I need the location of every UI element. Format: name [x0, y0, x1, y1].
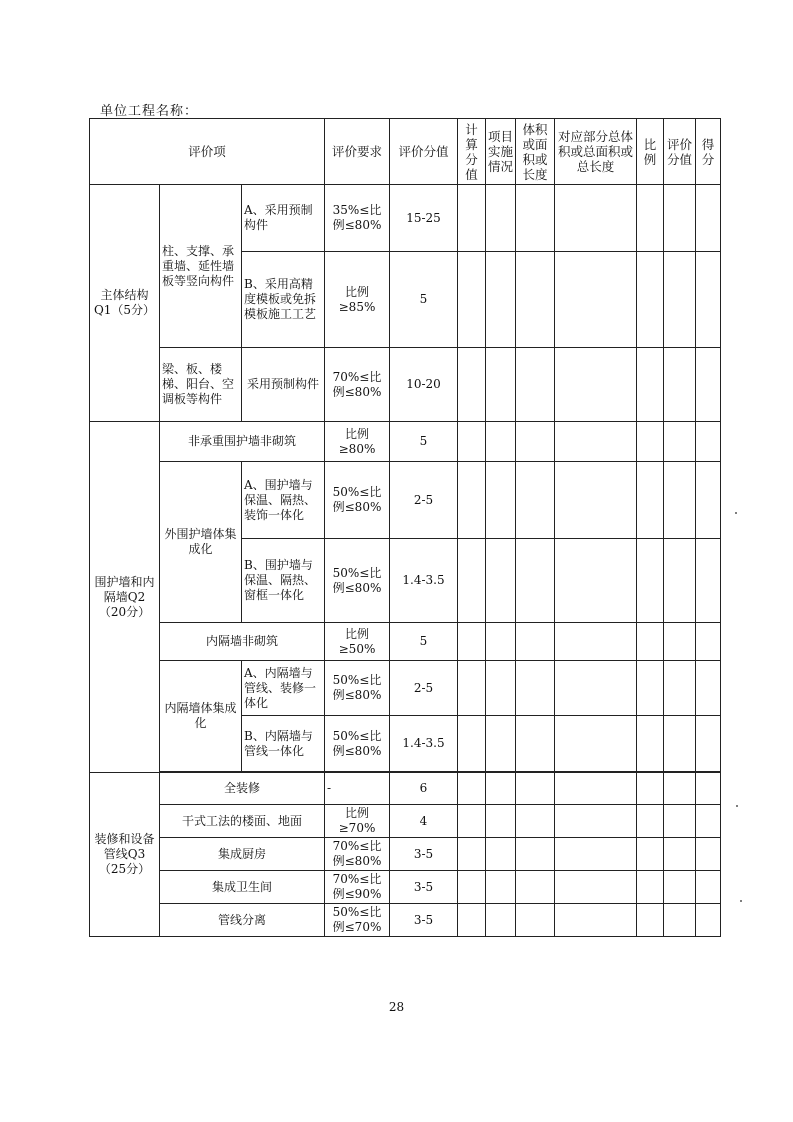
- result-cell[interactable]: [696, 716, 721, 772]
- implementation-cell[interactable]: [486, 661, 516, 716]
- ratio-cell[interactable]: [637, 661, 664, 716]
- total-cell[interactable]: [555, 348, 637, 422]
- q3-item: 全装修: [160, 773, 325, 805]
- volume-cell[interactable]: [516, 838, 555, 871]
- q3-score: 6: [390, 773, 458, 805]
- volume-cell[interactable]: [516, 348, 555, 422]
- calc-cell[interactable]: [458, 348, 486, 422]
- implementation-cell[interactable]: [486, 252, 516, 348]
- evaluation-table: [89, 118, 721, 937]
- q3-requirement: 70%≤比例≤80%: [325, 838, 390, 871]
- calc-cell[interactable]: [458, 773, 486, 805]
- section-q1-label: 主体结构Q1（5分）: [90, 185, 160, 422]
- ratio-cell[interactable]: [637, 773, 664, 805]
- ratio-cell[interactable]: [637, 623, 664, 661]
- project-name-label: 单位工程名称：: [100, 104, 199, 119]
- q2-requirement: 比例≥50%: [325, 623, 390, 661]
- ratio-cell[interactable]: [637, 422, 664, 462]
- q3-item: 干式工法的楼面、地面: [160, 805, 325, 838]
- eval-score-cell[interactable]: [664, 661, 696, 716]
- q3-score: 4: [390, 805, 458, 838]
- implementation-cell[interactable]: [486, 623, 516, 661]
- calc-cell[interactable]: [458, 904, 486, 937]
- q3-score: 3-5: [390, 838, 458, 871]
- q2-option: A、内隔墙与管线、装修一体化: [242, 661, 325, 716]
- q2-interior-wall-label: 内隔墙非砌筑: [160, 623, 325, 661]
- calc-cell[interactable]: [458, 252, 486, 348]
- q2-score: 1.4-3.5: [390, 716, 458, 772]
- q1-score: 10-20: [390, 348, 458, 422]
- calc-cell[interactable]: [458, 539, 486, 623]
- table-row: [90, 904, 721, 937]
- calc-cell[interactable]: [458, 422, 486, 462]
- implementation-cell[interactable]: [486, 462, 516, 539]
- volume-cell[interactable]: [516, 871, 555, 904]
- table-row: [90, 805, 721, 838]
- result-cell[interactable]: [696, 904, 721, 937]
- q1-requirement: 35%≤比例≤80%: [325, 185, 390, 252]
- page-number: 28: [388, 1000, 405, 1014]
- implementation-cell[interactable]: [486, 838, 516, 871]
- q2-score: 5: [390, 422, 458, 462]
- q3-requirement: 50%≤比例≤70%: [325, 904, 390, 937]
- table-row: [90, 661, 721, 716]
- total-cell[interactable]: [555, 716, 637, 772]
- q1-requirement: 70%≤比例≤80%: [325, 348, 390, 422]
- q2-requirement: 50%≤比例≤80%: [325, 716, 390, 772]
- total-cell[interactable]: [555, 904, 637, 937]
- q2-requirement: 50%≤比例≤80%: [325, 462, 390, 539]
- implementation-cell[interactable]: [486, 348, 516, 422]
- eval-score-cell[interactable]: [664, 838, 696, 871]
- q3-item: 集成卫生间: [160, 871, 325, 904]
- result-cell[interactable]: [696, 838, 721, 871]
- volume-cell[interactable]: [516, 252, 555, 348]
- eval-score-cell[interactable]: [664, 773, 696, 805]
- table-row: [90, 623, 721, 661]
- implementation-cell[interactable]: [486, 904, 516, 937]
- volume-cell[interactable]: [516, 661, 555, 716]
- q1-score: 15-25: [390, 185, 458, 252]
- ratio-cell[interactable]: [637, 716, 664, 772]
- table-row: [90, 462, 721, 539]
- table-row: [90, 422, 721, 462]
- ratio-cell[interactable]: [637, 462, 664, 539]
- implementation-cell[interactable]: [486, 805, 516, 838]
- q2-requirement: 50%≤比例≤80%: [325, 539, 390, 623]
- eval-score-cell[interactable]: [664, 904, 696, 937]
- total-cell[interactable]: [555, 871, 637, 904]
- result-cell[interactable]: [696, 661, 721, 716]
- volume-cell[interactable]: [516, 805, 555, 838]
- q1-score: 5: [390, 252, 458, 348]
- q1-horizontal-label: 梁、板、楼梯、阳台、空调板等构件: [160, 348, 242, 422]
- scan-speck: [740, 900, 742, 902]
- q2-score: 1.4-3.5: [390, 539, 458, 623]
- calc-cell[interactable]: [458, 661, 486, 716]
- header-calc-value: 计算分值: [458, 119, 486, 185]
- volume-cell[interactable]: [516, 422, 555, 462]
- implementation-cell[interactable]: [486, 539, 516, 623]
- ratio-cell[interactable]: [637, 805, 664, 838]
- total-cell[interactable]: [555, 773, 637, 805]
- q2-nonload-label: 非承重围护墙非砌筑: [160, 422, 325, 462]
- header-result: 得分: [696, 119, 721, 185]
- q1-vertical-label: 柱、支撑、承重墙、延性墙板等竖向构件: [160, 185, 242, 348]
- implementation-cell[interactable]: [486, 871, 516, 904]
- calc-cell[interactable]: [458, 185, 486, 252]
- total-cell[interactable]: [555, 805, 637, 838]
- eval-score-cell[interactable]: [664, 462, 696, 539]
- q2-interior-label: 内隔墙体集成化: [160, 661, 242, 772]
- eval-score-cell[interactable]: [664, 805, 696, 838]
- total-cell[interactable]: [555, 661, 637, 716]
- q3-item: 集成厨房: [160, 838, 325, 871]
- ratio-cell[interactable]: [637, 904, 664, 937]
- ratio-cell[interactable]: [637, 539, 664, 623]
- header-score-value: 评价分值: [390, 119, 458, 185]
- calc-cell[interactable]: [458, 805, 486, 838]
- eval-score-cell[interactable]: [664, 252, 696, 348]
- header-implementation: 项目实施情况: [486, 119, 516, 185]
- total-cell[interactable]: [555, 838, 637, 871]
- q3-requirement: -: [325, 773, 390, 805]
- result-cell[interactable]: [696, 871, 721, 904]
- implementation-cell[interactable]: [486, 422, 516, 462]
- q2-score: 5: [390, 623, 458, 661]
- result-cell[interactable]: [696, 422, 721, 462]
- q2-option: B、内隔墙与管线一体化: [242, 716, 325, 772]
- eval-score-cell[interactable]: [664, 422, 696, 462]
- scan-speck: [736, 805, 738, 807]
- q3-score: 3-5: [390, 871, 458, 904]
- ratio-cell[interactable]: [637, 838, 664, 871]
- result-cell[interactable]: [696, 252, 721, 348]
- header-row: [90, 119, 721, 185]
- result-cell[interactable]: [696, 805, 721, 838]
- calc-cell[interactable]: [458, 462, 486, 539]
- section-q2-label: 围护墙和内隔墙Q2（20分）: [90, 422, 160, 773]
- table-row: [90, 773, 721, 805]
- header-total: 对应部分总体积或总面积或总长度: [555, 119, 637, 185]
- result-cell[interactable]: [696, 462, 721, 539]
- eval-score-cell[interactable]: [664, 185, 696, 252]
- q2-option: B、围护墙与保温、隔热、窗框一体化: [242, 539, 325, 623]
- table-row: [90, 348, 721, 422]
- q1-option: B、采用高精度模板或免拆模板施工工艺: [242, 252, 325, 348]
- eval-score-cell[interactable]: [664, 623, 696, 661]
- result-cell[interactable]: [696, 348, 721, 422]
- total-cell[interactable]: [555, 539, 637, 623]
- header-requirement: 评价要求: [325, 119, 390, 185]
- eval-score-cell[interactable]: [664, 871, 696, 904]
- result-cell[interactable]: [696, 773, 721, 805]
- result-cell[interactable]: [696, 185, 721, 252]
- q1-option: A、采用预制构件: [242, 185, 325, 252]
- ratio-cell[interactable]: [637, 871, 664, 904]
- eval-score-cell[interactable]: [664, 539, 696, 623]
- section-q3-label: 装修和设备管线Q3（25分）: [90, 773, 160, 937]
- total-cell[interactable]: [555, 252, 637, 348]
- result-cell[interactable]: [696, 539, 721, 623]
- implementation-cell[interactable]: [486, 773, 516, 805]
- ratio-cell[interactable]: [637, 348, 664, 422]
- q2-requirement: 比例≥80%: [325, 422, 390, 462]
- implementation-cell[interactable]: [486, 185, 516, 252]
- scan-speck: [735, 512, 737, 514]
- q2-requirement: 50%≤比例≤80%: [325, 661, 390, 716]
- volume-cell[interactable]: [516, 904, 555, 937]
- q2-option: A、围护墙与保温、隔热、装饰一体化: [242, 462, 325, 539]
- q3-item: 管线分离: [160, 904, 325, 937]
- calc-cell[interactable]: [458, 623, 486, 661]
- q3-requirement: 70%≤比例≤90%: [325, 871, 390, 904]
- calc-cell[interactable]: [458, 838, 486, 871]
- q2-score: 2-5: [390, 462, 458, 539]
- eval-score-cell[interactable]: [664, 716, 696, 772]
- total-cell[interactable]: [555, 422, 637, 462]
- header-eval-score: 评价分值: [664, 119, 696, 185]
- calc-cell[interactable]: [458, 716, 486, 772]
- q3-score: 3-5: [390, 904, 458, 937]
- volume-cell[interactable]: [516, 462, 555, 539]
- q2-score: 2-5: [390, 661, 458, 716]
- header-ratio: 比例: [637, 119, 664, 185]
- q1-option: 采用预制构件: [242, 348, 325, 422]
- header-volume: 体积或面积或长度: [516, 119, 555, 185]
- header-item: 评价项: [90, 119, 325, 185]
- q1-requirement: 比例≥85%: [325, 252, 390, 348]
- total-cell[interactable]: [555, 462, 637, 539]
- q2-exterior-label: 外围护墙体集成化: [160, 462, 242, 623]
- q3-requirement: 比例≥70%: [325, 805, 390, 838]
- ratio-cell[interactable]: [637, 252, 664, 348]
- table-row: [90, 871, 721, 904]
- volume-cell[interactable]: [516, 716, 555, 772]
- result-cell[interactable]: [696, 623, 721, 661]
- table-row: [90, 838, 721, 871]
- volume-cell[interactable]: [516, 185, 555, 252]
- total-cell[interactable]: [555, 185, 637, 252]
- calc-cell[interactable]: [458, 871, 486, 904]
- volume-cell[interactable]: [516, 539, 555, 623]
- volume-cell[interactable]: [516, 773, 555, 805]
- eval-score-cell[interactable]: [664, 348, 696, 422]
- table-row: [90, 185, 721, 252]
- ratio-cell[interactable]: [637, 185, 664, 252]
- total-cell[interactable]: [555, 623, 637, 661]
- implementation-cell[interactable]: [486, 716, 516, 772]
- volume-cell[interactable]: [516, 623, 555, 661]
